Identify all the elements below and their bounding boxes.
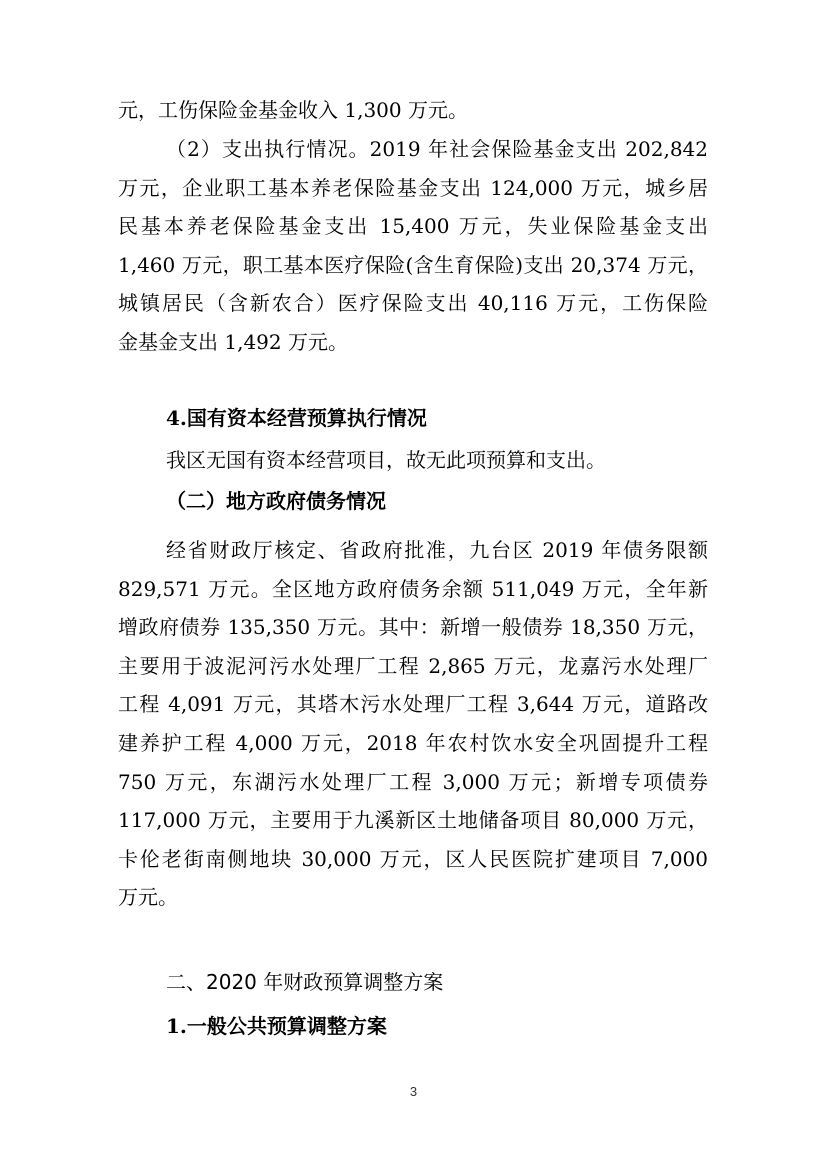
text-line: 万元，企业职工基本养老保险基金支出 124,000 万元，城乡居 (118, 175, 708, 200)
text-line: 城镇居民（含新农合）医疗保险支出 40,116 万元，工伤保险 (118, 291, 708, 316)
text-line: 增政府债券 135,350 万元。其中：新增一般债券 18,350 万元， (118, 615, 708, 640)
text-line: 卡伦老街南侧地块 30,000 万元，区人民医院扩建项目 7,000 (118, 846, 708, 871)
text-line: 750 万元，东湖污水处理厂工程 3,000 万元；新增专项债券 (118, 769, 708, 794)
heading-local-government-debt: （二）地方政府债务情况 (166, 489, 386, 513)
text-line: 1,460 万元，职工基本医疗保险(含生育保险)支出 20,374 万元， (118, 252, 708, 277)
text-line: 万元。 (118, 885, 178, 910)
heading-2020-budget-adjustment: 二、2020 年财政预算调整方案 (166, 970, 444, 994)
text-line: 金基金支出 1,492 万元。 (118, 329, 348, 354)
paragraph-state-capital: 我区无国有资本经营项目，故无此项预算和支出。 (166, 448, 606, 472)
text-line: 民基本养老保险基金支出 15,400 万元，失业保险基金支出 (118, 214, 708, 239)
text-line: 工程 4,091 万元，其塔木污水处理厂工程 3,644 万元，道路改 (118, 692, 708, 717)
text-line: 建养护工程 4,000 万元，2018 年农村饮水安全巩固提升工程 (118, 730, 708, 755)
paragraph-insurance-income-end (118, 91, 708, 130)
page-number: 3 (409, 1084, 418, 1099)
text-line: 主要用于波泥河污水处理厂工程 2,865 万元，龙嘉污水处理厂 (118, 653, 708, 678)
text-line: 117,000 万元，主要用于九溪新区土地储备项目 80,000 万元， (118, 808, 708, 833)
heading-general-public-budget: 1.一般公共预算调整方案 (166, 1014, 387, 1038)
text-line: 经省财政厅核定、省政府批准，九台区 2019 年债务限额 (166, 538, 708, 562)
text-line: 元，工伤保险金基金收入 1,300 万元。 (118, 98, 468, 122)
heading-state-capital-budget: 4.国有资本经营预算执行情况 (166, 406, 427, 430)
paragraph-expenditure (118, 130, 708, 362)
text-line: 829,571 万元。全区地方政府债务余额 511,049 万元，全年新 (118, 576, 708, 601)
paragraph-debt (118, 531, 708, 917)
text-line: （2）支出执行情况。2019 年社会保险基金支出 202,842 (166, 137, 708, 161)
